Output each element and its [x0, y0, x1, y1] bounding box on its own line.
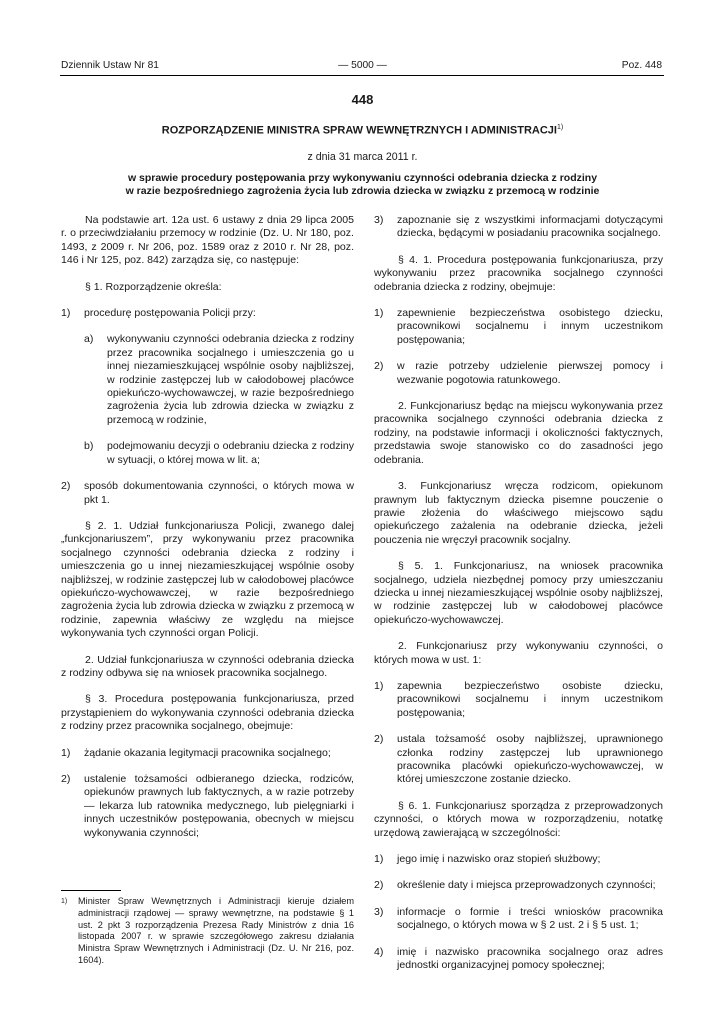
- item-text: informacje o formie i treści wniosków pracownika socjalnego, o których mowa w § 2 ust. 2 i § 5 ust. 1;: [397, 905, 663, 932]
- item-text: jego imię i nazwisko oraz stopień służbowy;: [397, 853, 601, 866]
- item-text: żądanie okazania legitymacji pracownika socjalnego;: [84, 746, 331, 759]
- list-item: [374, 946, 663, 973]
- list-item: [374, 879, 663, 892]
- item-label: 2): [374, 360, 384, 373]
- list-item: [374, 906, 663, 933]
- act-title-text: ROZPORZĄDZENIE MINISTRA SPRAW WEWNĘTRZNYCH I ADMINISTRACJI: [161, 124, 557, 137]
- item-text: ustala tożsamość osoby najbliższej, uprawnionego członka rodziny zastępczej lub uprawnionego pracownika placówki opiekuńczo-wychowawczej, w której umieszczone zostanie dziecko.: [397, 733, 663, 786]
- item-label: 3): [374, 905, 384, 918]
- list-item: [374, 853, 663, 866]
- item-label: 1): [374, 679, 384, 692]
- footnote: [61, 896, 354, 967]
- item-label: a): [84, 333, 94, 346]
- item-label: 2): [374, 879, 384, 892]
- section-2-2: 2. Udział funkcjonariusza w czynności odebrania dziecka z rodziny odbywa się na wniosek pracownika socjalnego.: [61, 653, 354, 679]
- list-item: [61, 307, 354, 320]
- item-label: 2): [61, 480, 71, 493]
- item-text: sposób dokumentowania czynności, o których mowa w pkt 1.: [84, 480, 354, 506]
- list-item: [374, 360, 663, 387]
- item-label: 1): [374, 307, 384, 320]
- item-text: ustalenie tożsamości odbieranego dziecka, rodziców, opiekunów prawnych lub faktycznych, a w razie potrzeby — lekarza lub ratownika medycznego, lub pielęgniarki i innych uczestników postępowania, obecnych w miejscu wykonywania czynności;: [84, 773, 354, 839]
- item-text: zapoznanie się z wszystkimi informacjami dotyczącymi dziecka, będącymi w posiadaniu pracownika socjalnego.: [397, 214, 663, 240]
- item-text: wykonywaniu czynności odebrania dziecka z rodziny przez pracownika socjalnego i umieszczenia go u innej niezamieszkującej wspólnie osoby najbliższej, w rodzinie zastępczej lub w całodobowej placówce opiekuńczo-wychowawczej, w razie bezpośredniego zagrożenia życia lub zdrowia dziecka w związku z przemocą w rodzinie,: [107, 333, 354, 426]
- list-item: [61, 747, 354, 760]
- list-item: [374, 733, 663, 787]
- left-column: [61, 214, 354, 840]
- item-text: procedurę postępowania Policji przy:: [84, 307, 256, 320]
- item-label: 2): [374, 733, 384, 746]
- footnote-label: 1): [61, 898, 68, 905]
- page-number: — 5000 —: [338, 60, 387, 71]
- item-text: zapewnia bezpieczeństwo osobiste dziecku, pracownikowi socjalnemu i innym uczestnikom postępowania;: [397, 679, 663, 719]
- position-number: Poz. 448: [621, 60, 662, 71]
- list-item: [84, 440, 354, 467]
- act-number: 448: [351, 92, 374, 107]
- header-rule: [60, 75, 664, 76]
- item-text: imię i nazwisko pracownika socjalnego oraz adres jednostki organizacyjnej pomocy społecznej;: [397, 945, 663, 972]
- item-label: 4): [374, 945, 384, 958]
- journal-name: Dziennik Ustaw Nr 81: [61, 60, 159, 71]
- section-3-intro: § 3. Procedura postępowania funkcjonariusza, przed przystąpieniem do wykonywania czynności odebrania dziecka z rodziny przez pracownika socjalnego, obejmuje:: [61, 693, 354, 733]
- section-5-1: § 5. 1. Funkcjonariusz, na wniosek pracownika socjalnego, udziela niezbędnej pomocy przy umieszczaniu dziecka u innej niezamieszkującej wspólnie osoby najbliższej, w rodzinie zastępczej lub w całodobowej placówce opiekuńczo-wychowawczej.: [374, 560, 663, 626]
- footnote-rule: [61, 890, 121, 891]
- list-item: [374, 307, 663, 347]
- item-text: zapewnienie bezpieczeństwa osobistego dziecku, pracownikowi socjalnemu i innym uczestnikom postępowania;: [397, 307, 663, 346]
- section-5-2-intro: 2. Funkcjonariusz przy wykonywaniu czynności, o których mowa w ust. 1:: [374, 640, 663, 666]
- list-item: [61, 480, 354, 507]
- list-item: [61, 773, 354, 840]
- act-subject-line: w razie bezpośredniego zagrożenia życia lub zdrowia dziecka w związku z przemocą w rodzinie: [125, 185, 600, 197]
- list-item: [374, 214, 663, 241]
- act-date: z dnia 31 marca 2011 r.: [307, 151, 418, 163]
- list-item: [374, 680, 663, 720]
- section-1-intro: § 1. Rozporządzenie określa:: [85, 280, 222, 293]
- item-text: w razie potrzeby udzielenie pierwszej pomocy i wezwanie pogotowia ratunkowego.: [397, 360, 663, 386]
- item-label: 1): [61, 307, 71, 320]
- item-label: b): [84, 440, 94, 453]
- footnote-text: Minister Spraw Wewnętrznych i Administracji kieruje działem administracji rządowej — sprawy wewnętrzne, na podstawie § 1 ust. 2 pkt 3 rozporządzenia Prezesa Rady Ministrów z dnia 16 listopada 2007 r. w sprawie szczegółowego zakresu działania Ministra Spraw Wewnętrznych i Administracji (Dz. U. Nr 216, poz. 1604).: [78, 896, 354, 965]
- item-text: podejmowaniu decyzji o odebraniu dziecka z rodziny w sytuacji, o której mowa w lit. a;: [107, 440, 354, 466]
- right-column: [374, 214, 663, 972]
- section-4-2: 2. Funkcjonariusz będąc na miejscu wykonywania przez pracownika socjalnego czynności odebrania dziecka z rodziny, na podstawie informacji i okoliczności faktycznych, przedstawia swoje stanowisko co do zasadności jego odebrania.: [374, 400, 663, 466]
- footnote-ref: 1): [556, 124, 564, 131]
- item-label: 2): [61, 773, 71, 785]
- item-text: określenie daty i miejsca przeprowadzonych czynności;: [397, 879, 656, 892]
- list-item: [84, 333, 354, 427]
- act-title: [0, 124, 725, 137]
- section-6-1-intro: § 6. 1. Funkcjonariusz sporządza z przeprowadzonych czynności, o których mowa w rozporządzeniu, notatkę urzędową zawierającą w szczególności:: [374, 799, 663, 839]
- preamble: Na podstawie art. 12a ust. 6 ustawy z dnia 29 lipca 2005 r. o przeciwdziałaniu przemocy w rodzinie (Dz. U. Nr 180, poz. 1493, z 2009 r. Nr 206, poz. 1589 oraz z 2010 r. Nr 28, poz. 146 i Nr 125, poz. 842) zarządza się, co następuje:: [61, 214, 354, 267]
- item-label: 1): [374, 853, 384, 866]
- item-label: 3): [374, 214, 384, 226]
- section-4-1-intro: § 4. 1. Procedura postępowania funkcjonariusza, przy wykonywaniu przez pracownika socjalnego czynności odebrania dziecka z rodziny, obejmuje:: [374, 253, 663, 293]
- item-label: 1): [61, 746, 71, 759]
- act-subject-line: w sprawie procedury postępowania przy wykonywaniu czynności odebrania dziecka z rodziny: [127, 172, 598, 184]
- section-4-3: 3. Funkcjonariusz wręcza rodzicom, opiekunom prawnym lub faktycznym dziecka pisemne pouczenie o prawie złożenia do właściwego miejscowo sądu opiekuńczego zażalenia na odebranie dziecka, jeżeli pouczenia nie wręczył pracownik socjalny.: [374, 480, 663, 546]
- act-subject: [0, 172, 725, 198]
- section-2-1: § 2. 1. Udział funkcjonariusza Policji, zwanego dalej „funkcjonariuszem”, przy wykonywaniu przez pracownika socjalnego czynności odebrania dziecka z rodziny i umieszczenia go u innej niezamieszkującej wspólnie osoby najbliższej, w rodzinie zastępczej lub w całodobowej placówce opiekuńczo-wychowawczej, w razie bezpośredniego zagrożenia życia lub zdrowia dziecka w związku z przemocą w rodzinie, zapewnia właściwy ze względu na miejsce wykonywania tych czynności organ Policji.: [61, 519, 354, 640]
